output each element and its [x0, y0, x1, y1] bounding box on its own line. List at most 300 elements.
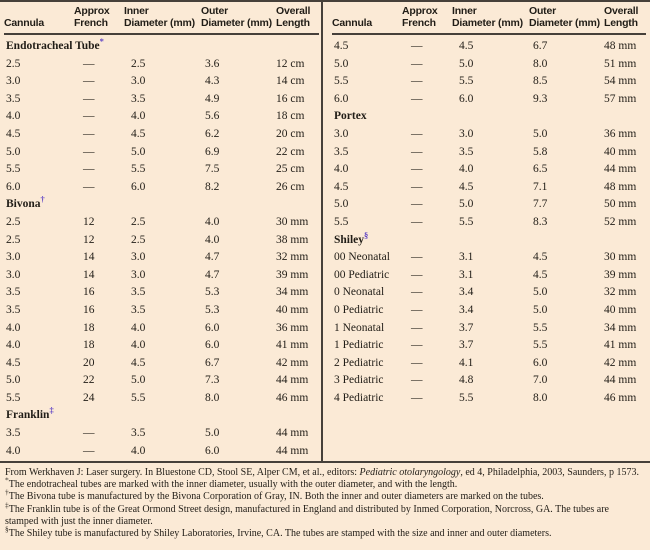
- table-cell: 5.3: [205, 286, 220, 299]
- table-cell: 4.5: [334, 180, 349, 193]
- table-cell: 4.5: [533, 268, 548, 281]
- table-cell: 4.5: [334, 40, 349, 52]
- table-cell: —: [411, 57, 423, 70]
- column-header-line1: Approx: [74, 5, 110, 17]
- table-cell: 3.6: [205, 57, 220, 70]
- table-cell: 48 mm: [604, 180, 637, 193]
- section-title-cell: [4, 34, 319, 56]
- table-cell: 48 mm: [604, 40, 637, 52]
- table-cell: 3.5: [131, 303, 146, 316]
- section-sign-marker: §: [5, 524, 9, 534]
- table-row: [332, 91, 646, 109]
- column-header-line2: Cannula: [4, 17, 45, 29]
- footnotes-block: [0, 463, 650, 540]
- table-cell: 4.5: [131, 127, 146, 140]
- section-header-row: [332, 232, 646, 250]
- table-cell: 5.0: [131, 374, 146, 387]
- column-header-line2: Length: [276, 17, 310, 29]
- table-cell: 5.8: [533, 145, 548, 158]
- table-cell: —: [411, 127, 423, 140]
- table-cell: 25 cm: [276, 163, 305, 176]
- column-header: [4, 2, 74, 34]
- footnote-text: The Shiley tube is manufactured by Shiley Laboratories, Irvine, CA. The tubes are stamped with the size and inner and outer diameters.: [8, 528, 552, 540]
- table-cell: 5.0: [459, 57, 474, 70]
- table-row: [4, 56, 319, 74]
- table-cell: 3.4: [459, 286, 474, 299]
- table-cell: 3.5: [334, 145, 349, 158]
- table-cell: 3.5: [6, 303, 21, 316]
- citation-text: From Werkhaven J: Laser surgery. In Bluestone CD, Stool SE, Alper CM, et al., editors:: [5, 467, 360, 478]
- table-cell: 6.7: [205, 356, 220, 369]
- column-header: [332, 2, 402, 34]
- table-row: [4, 232, 319, 250]
- table-row: [4, 161, 319, 179]
- table-cell: 5.3: [205, 303, 220, 316]
- table-cell: 8.5: [533, 75, 548, 88]
- table-cell: 4.5: [533, 251, 548, 264]
- section-header-row: [4, 407, 319, 425]
- column-header: [452, 2, 529, 34]
- table-cell: 00 Neonatal: [334, 251, 390, 264]
- table-cell: 41 mm: [276, 339, 309, 352]
- footnote-shiley: [5, 524, 644, 540]
- table-row: [332, 196, 646, 214]
- table-cell: 40 mm: [604, 145, 637, 158]
- table-cell: —: [83, 110, 95, 123]
- table-row: [4, 179, 319, 197]
- table-row: [4, 390, 319, 408]
- table-cell: 3.0: [334, 127, 349, 140]
- table-cell: 1 Pediatric: [334, 339, 384, 352]
- table-cell: 16 cm: [276, 92, 305, 105]
- table-cell: 7.5: [205, 163, 220, 176]
- cannula-table-left: [4, 2, 319, 460]
- table-row: [4, 355, 319, 373]
- table-row: [4, 320, 319, 338]
- table-cell: 7.7: [533, 198, 548, 211]
- table-cell: 9.3: [533, 92, 548, 105]
- source-citation: [5, 467, 644, 479]
- table-cell: 3.5: [459, 145, 474, 158]
- table-cell: 3.0: [131, 251, 146, 264]
- table-row: [332, 267, 646, 285]
- table-cell: 18: [83, 339, 95, 352]
- table-row: [4, 91, 319, 109]
- table-cell: 14: [83, 268, 95, 281]
- table-cell: 30 mm: [276, 215, 309, 228]
- column-header: [201, 2, 276, 34]
- table-cell: 3.5: [6, 92, 21, 105]
- table-cell: 5.5: [459, 75, 474, 88]
- table-row: [332, 56, 646, 74]
- column-header: [276, 2, 319, 34]
- table-row: [4, 302, 319, 320]
- column-header-line2: Diameter (mm): [529, 17, 600, 29]
- table-row: [4, 144, 319, 162]
- table-cell: 4.0: [131, 110, 146, 123]
- table-cell: 8.0: [533, 57, 548, 70]
- table-cell: 42 mm: [604, 356, 637, 369]
- table-cell: 8.3: [533, 215, 548, 228]
- section-title-cell: [4, 407, 319, 425]
- table-row: [332, 144, 646, 162]
- table-cell: 5.0: [6, 374, 21, 387]
- table-cell: 4.0: [6, 110, 21, 123]
- table-cell: 39 mm: [604, 268, 637, 281]
- table-cell: 2.5: [131, 57, 146, 70]
- table-cell: 7.1: [533, 180, 548, 193]
- footnote-bivona: [5, 488, 644, 503]
- table-cell: 6.0: [205, 339, 220, 352]
- table-cell: —: [411, 286, 423, 299]
- column-header-line2: Diameter (mm): [201, 17, 272, 29]
- table-cell: 3.0: [6, 268, 21, 281]
- column-header: [529, 2, 604, 34]
- table-row: [332, 302, 646, 320]
- table-cell: 4 Pediatric: [334, 391, 384, 404]
- section-title: Endotracheal Tube: [6, 40, 100, 52]
- header-row: [332, 2, 646, 34]
- column-header-line2: Cannula: [332, 17, 373, 29]
- table-cell: 5.0: [533, 127, 548, 140]
- footnote-marker-ref: ‡: [49, 407, 54, 416]
- table-cell: 4.5: [459, 40, 474, 52]
- footnote-marker-ref: †: [40, 196, 45, 205]
- footnote-marker-ref: *: [99, 36, 104, 47]
- table-cell: 3.5: [6, 427, 21, 440]
- table-cell: 50 mm: [604, 198, 637, 211]
- table-cell: —: [83, 163, 95, 176]
- table-row: [332, 372, 646, 390]
- table-cell: 4.0: [459, 163, 474, 176]
- column-header: [74, 2, 124, 34]
- table-cell: 4.0: [6, 339, 21, 352]
- table-cell: 5.0: [533, 303, 548, 316]
- citation-book-title: Pediatric otolaryngology: [359, 467, 461, 478]
- cannula-table-right: [332, 2, 646, 407]
- table-cell: 8.0: [533, 391, 548, 404]
- table-row: [332, 355, 646, 373]
- column-header-line2: Diameter (mm): [124, 17, 195, 29]
- table-left-panel: [0, 2, 321, 461]
- table-cell: 5.5: [131, 391, 146, 404]
- table-cell: —: [411, 303, 423, 316]
- section-title: Franklin: [6, 409, 50, 422]
- table-cell: 32 mm: [276, 251, 309, 264]
- table-cell: 22: [83, 374, 95, 387]
- header-row: [4, 2, 319, 34]
- table-cell: 40 mm: [276, 303, 309, 316]
- table-row: [4, 443, 319, 461]
- column-header-line2: French: [402, 17, 436, 29]
- table-cell: —: [411, 180, 423, 193]
- table-cell: —: [411, 391, 423, 404]
- table-cell: 4.7: [205, 268, 220, 281]
- table-cell: —: [83, 57, 95, 70]
- table-row: [332, 284, 646, 302]
- table-row: [4, 249, 319, 267]
- table-cell: —: [83, 92, 95, 105]
- table-row: [332, 161, 646, 179]
- table-cell: 36 mm: [276, 321, 309, 334]
- table-row: [4, 425, 319, 443]
- footnote-text: The Franklin tube is of the Great Ormond Street design, manufactured in England and distributed by Inmed Corporation, Norcross, GA. The tubes are stamped with just the inner diameter.: [5, 503, 609, 527]
- footnote-text: The Bivona tube is manufactured by the Bivona Corporation of Gray, IN. Both the inner and outer diameters are marked on the tubes.: [8, 491, 544, 503]
- table-cell: —: [83, 75, 95, 88]
- table-cell: 3.5: [131, 427, 146, 440]
- table-cell: 5.5: [334, 215, 349, 228]
- table-cell: —: [411, 198, 423, 211]
- table-cell: 51 mm: [604, 57, 637, 70]
- table-cell: —: [411, 268, 423, 281]
- table-row: [4, 73, 319, 91]
- table-cell: 4.0: [131, 321, 146, 334]
- dagger-marker: †: [5, 488, 9, 498]
- table-cell: 4.5: [6, 356, 21, 369]
- table-cell: 16: [83, 286, 95, 299]
- table-row: [332, 179, 646, 197]
- table-cell: 3.5: [6, 286, 21, 299]
- column-header: [124, 2, 201, 34]
- table-cell: 40 mm: [604, 303, 637, 316]
- table-cell: 16: [83, 303, 95, 316]
- table-cell: 2.5: [131, 233, 146, 246]
- table-cell: 6.0: [131, 180, 146, 193]
- table-cell: 34 mm: [604, 321, 637, 334]
- footnote-marker-ref: §: [364, 231, 369, 240]
- table-cell: 4.0: [131, 339, 146, 352]
- table-cell: 8.0: [205, 391, 220, 404]
- table-cell: 5.6: [205, 110, 220, 123]
- table-cell: 12: [83, 233, 95, 246]
- table-cell: 44 mm: [276, 427, 309, 440]
- section-title: Shiley: [334, 233, 365, 246]
- table-cell: 18: [83, 321, 95, 334]
- column-header-line1: Inner: [124, 5, 149, 17]
- table-cell: 4.3: [205, 75, 220, 88]
- table-cell: 6.0: [459, 92, 474, 105]
- table-cell: 6.0: [205, 444, 220, 457]
- table-cell: 38 mm: [276, 233, 309, 246]
- table-cell: 5.5: [6, 391, 21, 404]
- table-cell: 26 cm: [276, 180, 305, 193]
- table-cell: 44 mm: [604, 163, 637, 176]
- table-cell: 7.3: [205, 374, 220, 387]
- table-cell: —: [411, 339, 423, 352]
- section-title-cell: [4, 196, 319, 214]
- table-cell: 7.0: [533, 374, 548, 387]
- table-row: [332, 337, 646, 355]
- table-cell: —: [83, 145, 95, 158]
- table-cell: 6.0: [6, 180, 21, 193]
- table-cell: 8.2: [205, 180, 220, 193]
- table-cell: 3.0: [131, 75, 146, 88]
- table-cell: 20 cm: [276, 127, 305, 140]
- table-cell: 41 mm: [604, 339, 637, 352]
- column-header-line1: Approx: [402, 5, 438, 17]
- footnote-text: The endotracheal tubes are marked with the inner diameter, usually with the outer diameter, and with the length.: [8, 479, 458, 491]
- table-cell: 44 mm: [604, 374, 637, 387]
- section-header-row: [4, 196, 319, 214]
- table-cell: 0 Pediatric: [334, 303, 384, 316]
- table-cell: 54 mm: [604, 75, 637, 88]
- table-cell: 6.5: [533, 163, 548, 176]
- section-header-row: [332, 108, 646, 126]
- table-cell: —: [411, 215, 423, 228]
- table-cell: 22 cm: [276, 145, 305, 158]
- table-cell: 12: [83, 215, 95, 228]
- table-cell: 4.0: [205, 233, 220, 246]
- table-cell: 18 cm: [276, 110, 305, 123]
- table-cell: 3.0: [6, 251, 21, 264]
- column-header-line1: Inner: [452, 5, 477, 17]
- table-cell: 34 mm: [276, 286, 309, 299]
- double-dagger-marker: ‡: [5, 500, 9, 510]
- table-cell: 5.0: [334, 57, 349, 70]
- table-cell: 46 mm: [604, 391, 637, 404]
- table-cell: 4.5: [6, 127, 21, 140]
- table-cell: 4.0: [6, 444, 21, 457]
- table-cell: 2.5: [6, 57, 21, 70]
- table-cell: 20: [83, 356, 95, 369]
- table-row: [4, 337, 319, 355]
- table-columns-container: [0, 2, 650, 461]
- column-header-line1: Overall: [604, 5, 639, 17]
- column-header: [402, 2, 452, 34]
- section-title: Bivona: [6, 198, 41, 211]
- table-cell: 3 Pediatric: [334, 374, 384, 387]
- table-cell: —: [83, 180, 95, 193]
- table-right-panel: [323, 2, 650, 461]
- table-cell: —: [411, 40, 423, 52]
- footnote-endotracheal: [5, 475, 644, 491]
- table-cell: —: [411, 321, 423, 334]
- table-body: [4, 34, 319, 460]
- column-header: [604, 2, 646, 34]
- table-cell: 42 mm: [276, 356, 309, 369]
- table-cell: —: [411, 251, 423, 264]
- table-cell: 12 cm: [276, 57, 305, 70]
- table-cell: 3.0: [131, 268, 146, 281]
- table-cell: 14: [83, 251, 95, 264]
- table-cell: 24: [83, 391, 95, 404]
- table-row: [4, 267, 319, 285]
- table-cell: —: [411, 75, 423, 88]
- table-cell: 3.5: [131, 92, 146, 105]
- section-title-cell: [332, 232, 646, 250]
- table-cell: 3.4: [459, 303, 474, 316]
- table-cell: 32 mm: [604, 286, 637, 299]
- table-row: [4, 214, 319, 232]
- table-cell: 2.5: [6, 233, 21, 246]
- table-cell: —: [83, 127, 95, 140]
- table-body: [332, 34, 646, 407]
- table-cell: 44 mm: [276, 374, 309, 387]
- table-cell: 52 mm: [604, 215, 637, 228]
- footnote-franklin: [5, 500, 644, 528]
- table-row: [332, 390, 646, 408]
- table-cell: 4.9: [205, 92, 220, 105]
- table-cell: —: [411, 374, 423, 387]
- table-cell: —: [83, 427, 95, 440]
- column-header-line2: Length: [604, 17, 638, 29]
- table-cell: 5.5: [459, 215, 474, 228]
- table-cell: 5.0: [459, 198, 474, 211]
- table-cell: 6.9: [205, 145, 220, 158]
- table-cell: 2 Pediatric: [334, 356, 384, 369]
- table-row: [332, 73, 646, 91]
- column-header-line2: French: [74, 17, 108, 29]
- table-cell: 6.0: [205, 321, 220, 334]
- table-cell: 4.0: [6, 321, 21, 334]
- table-cell: 39 mm: [276, 268, 309, 281]
- table-cell: 5.0: [131, 145, 146, 158]
- table-row: [332, 320, 646, 338]
- table-cell: 4.5: [131, 356, 146, 369]
- table-cell: 46 mm: [276, 391, 309, 404]
- table-cell: —: [411, 145, 423, 158]
- table-cell: 30 mm: [604, 251, 637, 264]
- table-row: [332, 249, 646, 267]
- table-row: [332, 126, 646, 144]
- table-cell: 3.0: [6, 75, 21, 88]
- table-cell: 0 Neonatal: [334, 286, 385, 299]
- table-cell: 5.0: [334, 198, 349, 211]
- table-cell: 5.5: [533, 321, 548, 334]
- column-header-line1: Overall: [276, 5, 311, 17]
- table-cell: 5.0: [533, 286, 548, 299]
- table-cell: 36 mm: [604, 127, 637, 140]
- table-cell: 5.5: [131, 163, 146, 176]
- table-cell: 3.1: [459, 268, 474, 281]
- column-header-line1: Outer: [529, 5, 557, 17]
- table-cell: 4.0: [131, 444, 146, 457]
- column-header-line2: Diameter (mm): [452, 17, 523, 29]
- table-cell: —: [411, 92, 423, 105]
- table-cell: 4.7: [205, 251, 220, 264]
- asterisk-marker: *: [5, 475, 9, 485]
- table-cell: —: [83, 444, 95, 457]
- table-cell: 3.0: [459, 127, 474, 140]
- table-cell: 1 Neonatal: [334, 321, 385, 334]
- table-cell: 5.5: [334, 75, 349, 88]
- table-cell: 4.0: [334, 163, 349, 176]
- table-row: [332, 34, 646, 56]
- table-cell: 4.8: [459, 374, 474, 387]
- section-header-row: [4, 34, 319, 56]
- column-header-line1: Outer: [201, 5, 229, 17]
- table-cell: 6.0: [533, 356, 548, 369]
- table-cell: 44 mm: [276, 444, 309, 457]
- table-cell: 4.1: [459, 356, 474, 369]
- table-cell: 2.5: [6, 215, 21, 228]
- table-row: [4, 126, 319, 144]
- table-cell: 6.2: [205, 127, 220, 140]
- table-cell: 3.1: [459, 251, 474, 264]
- table-cell: 5.5: [459, 391, 474, 404]
- table-cell: 00 Pediatric: [334, 268, 390, 281]
- table-cell: 3.7: [459, 339, 474, 352]
- table-cell: —: [411, 163, 423, 176]
- table-cell: 5.5: [6, 163, 21, 176]
- table-cell: 3.5: [131, 286, 146, 299]
- citation-text: , ed 4, Philadelphia, 2003, Saunders, p 1573.: [460, 467, 639, 478]
- table-cell: 57 mm: [604, 92, 637, 105]
- table-cell: 14 cm: [276, 75, 305, 88]
- table-cell: 4.5: [459, 180, 474, 193]
- table-cell: 6.0: [334, 92, 349, 105]
- table-row: [4, 108, 319, 126]
